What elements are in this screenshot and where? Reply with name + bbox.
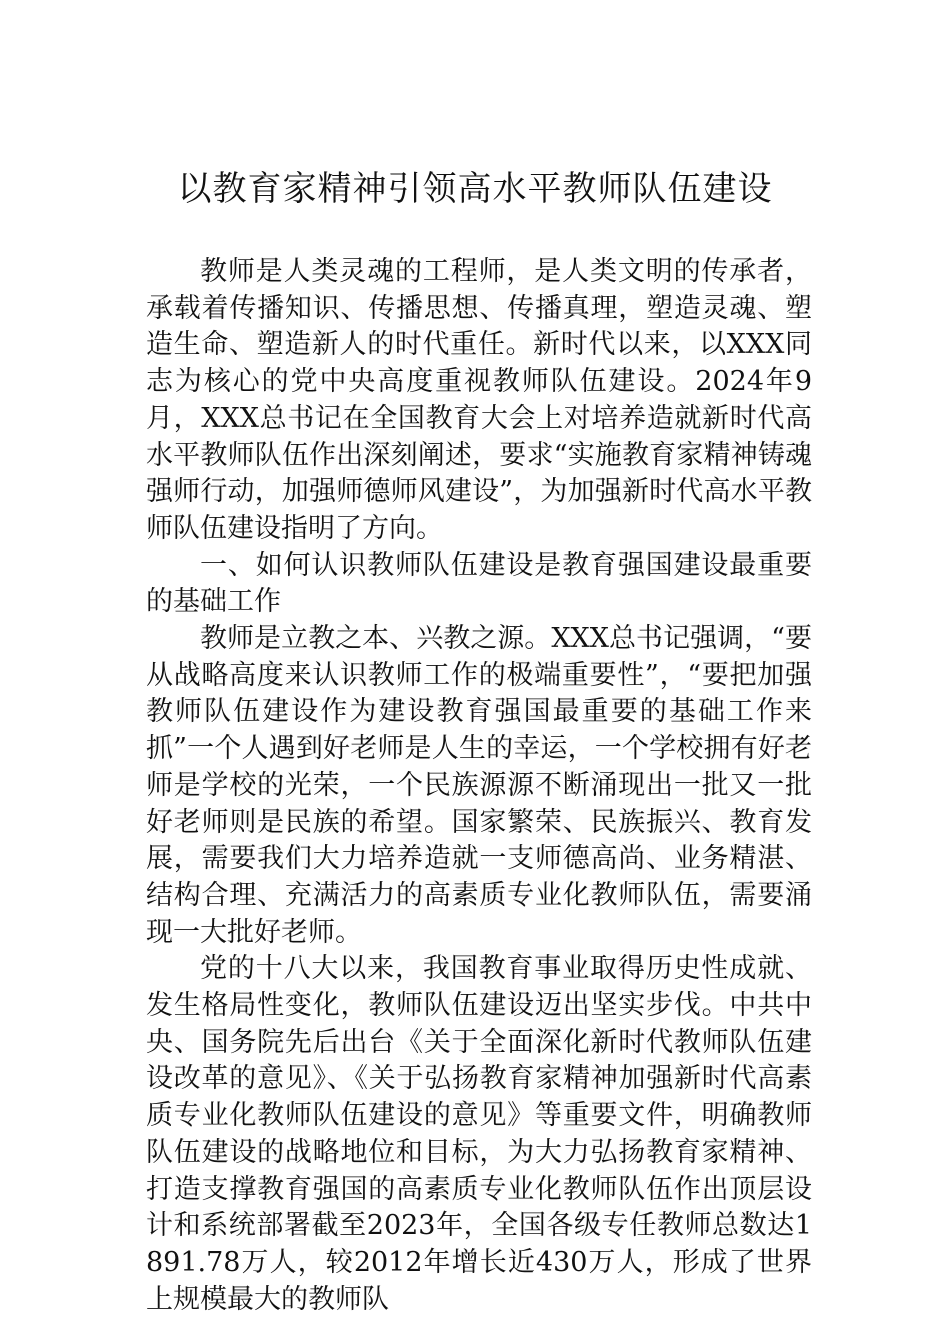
document-body — [146, 254, 812, 1318]
paragraph-teacher-foundation: 教师是立教之本、兴教之源。XXX总书记强调，“要从战略高度来认识教师工作的极端重要性”，“要把加强教师队伍建设作为建设教育强国最重要的基础工作来抓”一个人遇到好老师是人生的幸运，一个学校拥有好老师是学校的光荣，一个民族源源不断涌现出一批又一批好老师则是民族的希望。国家繁荣、民族振兴、教育发展，需要我们大力培养造就一支师德高尚、业务精湛、结构合理、充满活力的高素质专业化教师队伍，需要涌现一大批好老师。 — [146, 623, 812, 948]
document-title: 以教育家精神引领高水平教师队伍建设 — [177, 169, 773, 209]
section-heading-1: 一、如何认识教师队伍建设是教育强国建设最重要的基础工作 — [146, 549, 812, 618]
paragraph-intro: 教师是人类灵魂的工程师，是人类文明的传承者，承载着传播知识、传播思想、传播真理，塑造灵魂、塑造生命、塑造新人的时代重任。新时代以来，以XXX同志为核心的党中央高度重视教师队伍建设。2024年9月，XXX总书记在全国教育大会上对培养造就新时代高水平教师队伍作出深刻阐述，要求“实施教育家精神铸魂强师行动，加强师德师风建设”，为加强新时代高水平教师队伍建设指明了方向。 — [146, 256, 812, 544]
paragraph-achievements: 党的十八大以来，我国教育事业取得历史性成就、发生格局性变化，教师队伍建设迈出坚实步伐。中共中央、国务院先后出台《关于全面深化新时代教师队伍建设改革的意见》、《关于弘扬教育家精神加强新时代高素质专业化教师队伍建设的意见》等重要文件，明确教师队伍建设的战略地位和目标，为大力弘扬教育家精神、打造支撑教育强国的高素质专业化教师队伍作出顶层设计和系统部署截至2023年，全国各级专任教师总数达1891.78万人，较2012年增长近430万人，形成了世界上规模最大的教师队 — [146, 953, 812, 1315]
